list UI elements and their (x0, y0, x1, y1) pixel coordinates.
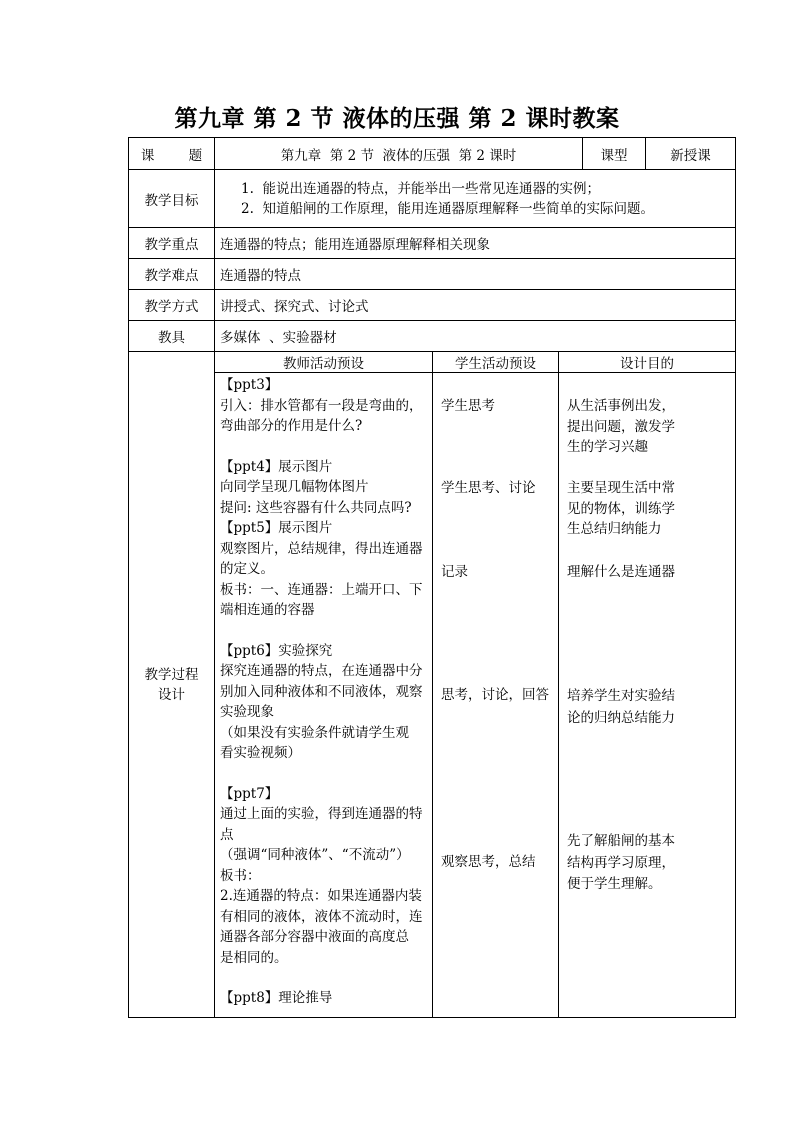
purpose-line: 便于学生理解。 (567, 876, 662, 892)
goals-label: 教学目标 (129, 170, 215, 228)
student-column-header: 学生活动预设 (433, 352, 559, 373)
teacher-line: 实验现象 (220, 704, 274, 720)
purpose-line: 提出问题，激发学 (567, 418, 675, 435)
process-body-row (129, 373, 736, 1018)
teacher-column-header: 教师活动预设 (215, 352, 433, 373)
process-label (129, 352, 215, 1018)
key-points-label: 教学重点 (129, 228, 215, 259)
teacher-activities (215, 373, 433, 1018)
method-value: 讲授式、探究式、讨论式 (215, 290, 736, 321)
process-header-row (129, 352, 736, 373)
purpose-line: 先了解船闸的基本 (567, 833, 675, 849)
student-line: 学生思考、讨论 (441, 480, 536, 496)
teacher-line: 是相同的。 (220, 949, 288, 966)
page-title: 第九章 第 2 节 液体的压强 第 2 课时教案 (174, 105, 620, 132)
teacher-line: 的定义。 (220, 561, 274, 577)
method-label: 教学方式 (129, 290, 215, 321)
goal-item: 1. 能说出连通器的特点，并能举出一些常见连通器的实例； (241, 180, 600, 197)
tools-row (129, 321, 736, 352)
teacher-line: 有相同的液体，液体不流动时，连 (220, 908, 423, 925)
purpose-line: 论的归纳总结能力 (567, 710, 675, 726)
method-row (129, 290, 736, 321)
teacher-line: 向同学呈现几幅物体图片 (220, 479, 369, 495)
teacher-line: 观察图片，总结规律，得出连通器 (220, 540, 423, 557)
purpose-line: 生的学习兴趣 (567, 439, 648, 455)
purpose-line: 从生活事例出发， (567, 398, 675, 414)
teacher-line: 【ppt7】 (220, 785, 279, 802)
goals-row (129, 170, 736, 228)
purpose-line: 见的物体，训练学 (567, 500, 675, 517)
teacher-line: 通器各部分容器中液面的高度总 (220, 929, 409, 945)
key-points-row (129, 228, 736, 259)
teacher-line: 端相连通的容器 (220, 602, 315, 618)
key-points-value: 连通器的特点；能用连通器原理解释相关现象 (215, 228, 736, 259)
difficulty-label: 教学难点 (129, 259, 215, 290)
purpose-column (559, 373, 736, 1018)
purpose-line: 主要呈现生活中常 (567, 480, 675, 496)
purpose-line: 理解什么是连通器 (567, 564, 675, 580)
student-line: 思考，讨论，回答 (441, 687, 549, 703)
teacher-line: 板书： (220, 867, 261, 884)
teacher-line: 通过上面的实验，得到连通器的特 (220, 806, 423, 822)
lesson-type-label: 课型 (583, 138, 646, 170)
teacher-line: 引入：排水管都有一段是弯曲的， (220, 397, 423, 414)
tools-value: 多媒体 、实验器材 (215, 321, 736, 352)
teacher-line: 别加入同种液体和不同液体，观察 (220, 683, 423, 700)
teacher-line: 提问: 这些容器有什么共同点吗? (220, 499, 412, 516)
student-line: 学生思考 (441, 398, 495, 414)
teacher-line: 2.连通器的特点：如果连通器内装 (220, 888, 422, 904)
tools-label: 教具 (129, 321, 215, 352)
lesson-type-value: 新授课 (646, 138, 736, 170)
topic-row (129, 138, 736, 170)
teacher-line: 【ppt3】 (220, 377, 279, 393)
teacher-line: （如果没有实验条件就请学生观 (220, 724, 409, 741)
student-line: 观察思考，总结 (441, 854, 536, 870)
teacher-line: 板书：一、连通器：上端开口、下 (220, 581, 423, 598)
teacher-line: 【ppt5】展示图片 (220, 520, 333, 536)
difficulty-row (129, 259, 736, 290)
teacher-line: 弯曲部分的作用是什么? (220, 418, 363, 434)
teacher-line: 【ppt6】实验探究 (220, 642, 333, 659)
purpose-line: 结构再学习原理， (567, 854, 675, 871)
teacher-line: （强调“同种液体”、“不流动”） (220, 847, 410, 863)
topic-label: 课 题 (129, 138, 215, 170)
goal-item: 2. 知道船闸的工作原理，能用连通器原理解释一些简单的实际问题。 (241, 200, 654, 217)
purpose-column-header: 设计目的 (559, 352, 736, 373)
teacher-line: 【ppt8】理论推导 (220, 990, 333, 1006)
lesson-plan-table (128, 137, 736, 1018)
topic-value: 第九章 第 2 节 液体的压强 第 2 课时 (215, 138, 583, 170)
purpose-line: 生总结归纳能力 (567, 521, 662, 537)
teacher-line: 探究连通器的特点，在连通器中分 (220, 663, 423, 679)
process-label-line: 教学过程 (144, 666, 199, 683)
teacher-line: 【ppt4】展示图片 (220, 458, 333, 475)
student-activities (433, 373, 559, 1018)
goals-list (215, 170, 736, 228)
process-label-line: 设计 (158, 686, 185, 703)
teacher-line: 看实验视频） (220, 745, 301, 761)
student-line: 记录 (441, 564, 468, 580)
purpose-line: 培养学生对实验结 (567, 688, 675, 704)
difficulty-value: 连通器的特点 (215, 259, 736, 290)
teacher-line: 点 (220, 826, 234, 843)
